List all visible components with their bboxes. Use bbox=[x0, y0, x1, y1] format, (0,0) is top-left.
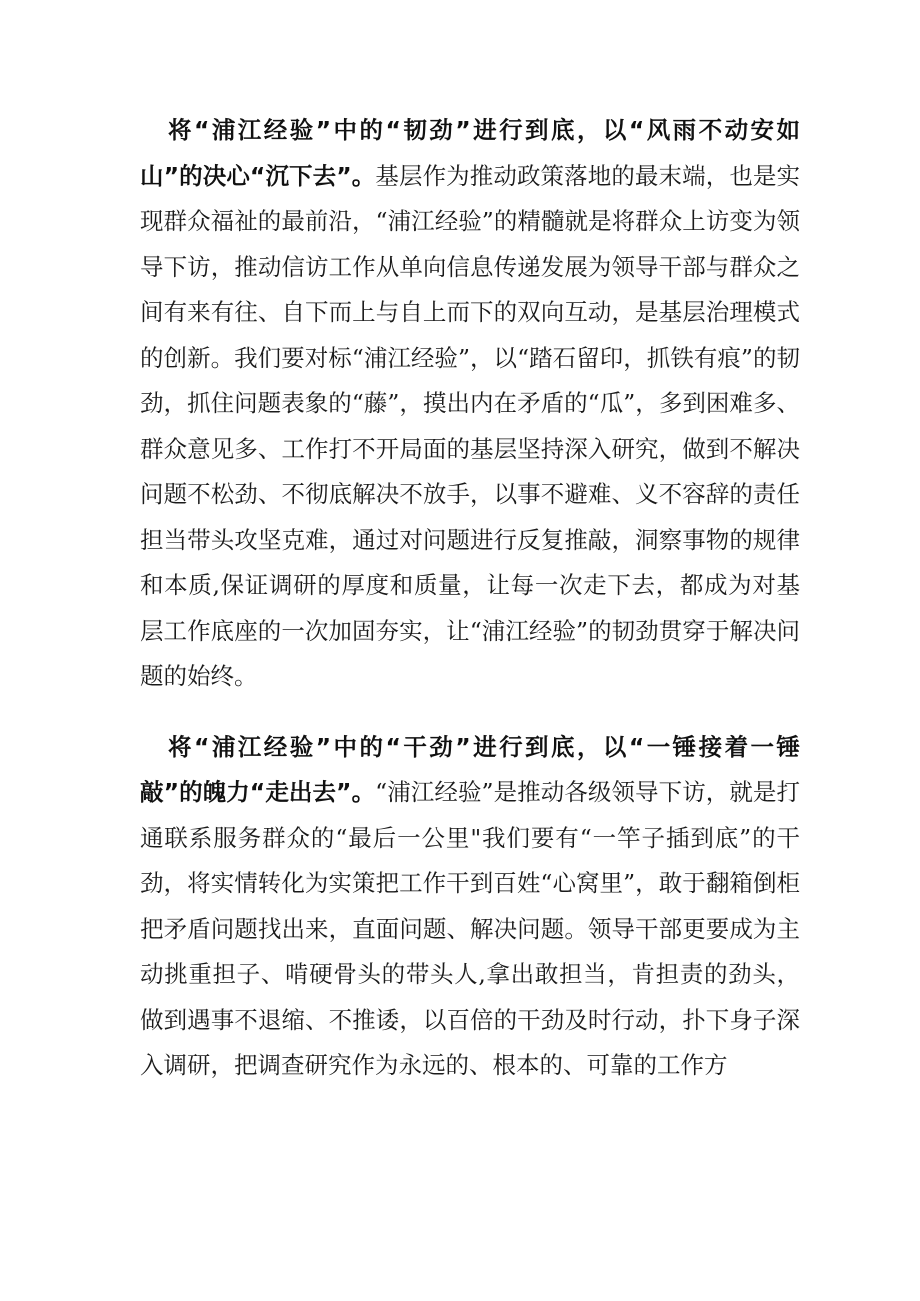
paragraph-1-body: 基层作为推动政策落地的最末端，也是实现群众福祉的最前沿，“浦江经验”的精髓就是将群众上访变为领导下访，推动信访工作从单向信息传递发展为领导干部与群众之间有来有往、自下而上与自上而下的双向互动，是基层治理模式的创新。我们要对标“浦江经验”，以“踏石留印，抓铁有痕”的韧劲，抓住问题表象的“藤”，摸出内在矛盾的“瓜”，多到困难多、群众意见多、工作打不开局面的基层坚持深入研究，做到不解决问题不松劲、不彻底解决不放手，以事不避难、义不容辞的责任担当带头攻坚克难，通过对问题进行反复推敲，洞察事物的规律和本质,保证调研的厚度和质量，让每一次走下去，都成为对基层工作底座的一次加固夯实，让“浦江经验”的韧劲贯穿于解决问题的始终。 bbox=[140, 161, 801, 690]
paragraph-1 bbox=[140, 108, 800, 700]
document-page bbox=[140, 108, 800, 1089]
paragraph-2-heading: 将“浦江经验”中的“干劲”进行到底，以“一锤接着一锤敲”的魄力“走出去”。 bbox=[140, 732, 800, 806]
paragraph-2-body: “浦江经验”是推动各级领导下访，就是打通联系服务群众的“最后一公里"我们要有“一竿子插到底”的干劲，将实情转化为实策把工作干到百姓“心窝里”，敢于翻箱倒柜把矛盾问题找出来，直面问题、解决问题。领导干部更要成为主动挑重担子、啃硬骨头的带头人,拿出敢担当，肯担责的劲头，做到遇事不退缩、不推诿，以百倍的干劲及时行动，扑下身子深入调研，把调查研究作为永远的、根本的、可靠的工作方 bbox=[140, 778, 800, 1079]
paragraph-2 bbox=[140, 725, 800, 1089]
paragraph-1-heading: 将“浦江经验”中的“韧劲”进行到底，以“风雨不动安如山”的决心“沉下去”。 bbox=[140, 116, 800, 190]
